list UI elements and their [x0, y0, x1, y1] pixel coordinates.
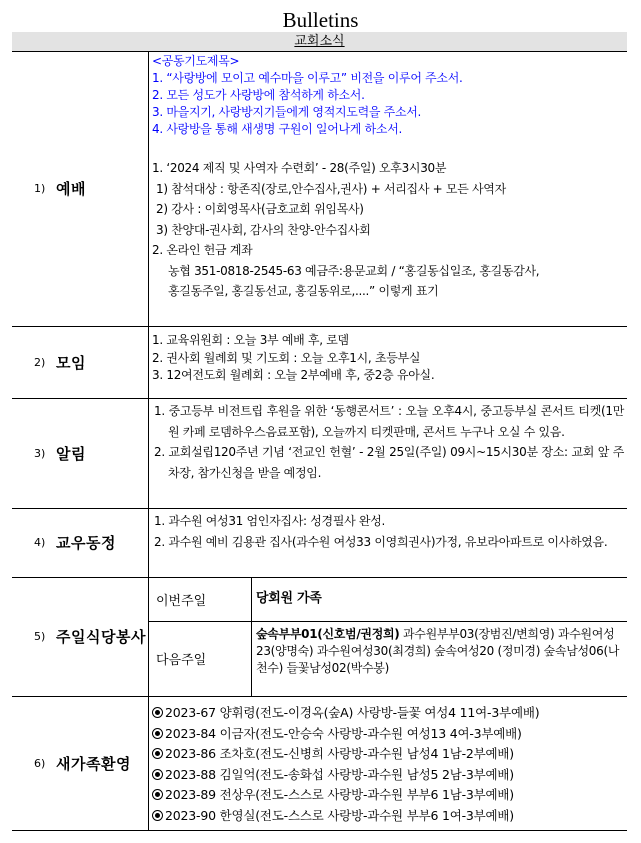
next-week-lead-team: 숲속부부01(신호범/권정희) [256, 627, 400, 641]
section-title: 예배 [56, 180, 86, 198]
new-family-text: 2023-84 이금자(전도-안승숙 사랑방-과수원 여성13 4여-3부예배) [165, 725, 522, 741]
new-family-text: 2023-86 조차호(전도-신병희 사랑방-과수원 남성4 1남-2부예배) [165, 746, 514, 761]
section-label-member-news [12, 508, 148, 577]
next-week-label: 다음주일 [156, 653, 207, 668]
new-family-text: 2023-67 양휘령(전도-이경옥(숲A) 사랑방-들꽃 여성4 11여-3부예배) [165, 705, 540, 720]
meeting-item: 3. 12여전도회 월례회 : 오늘 2부예배 후, 중2층 유아실. [152, 368, 435, 382]
section-number: 3) [34, 446, 46, 460]
new-family-item [152, 703, 624, 724]
bullet-radio-icon [152, 707, 163, 718]
prayer-item: 2. 모든 성도가 사랑방에 참석하게 하소서. [152, 88, 365, 102]
prayer-item: 4. 사랑방을 통해 새생명 구원이 일어나게 하소서. [152, 122, 403, 136]
meeting-item: 1. 교육위원회 : 오늘 3부 예배 후, 로뎀 [152, 333, 349, 347]
bullet-radio-icon [152, 789, 163, 800]
section-label-kitchen-service [12, 577, 148, 696]
new-family-text: 2023-88 김일억(전도-송화섭 사랑방-과수원 남성5 2남-3부예배) [165, 766, 514, 782]
new-family-item [152, 785, 624, 806]
bank-account: 농협 351-0818-2545-63 예금주:용문교회 / “홍길동십일조, 홍길동감사, [168, 263, 540, 278]
announcement-item: 1. 중고등부 비전트립 후원을 위한 ‘동행콘서트’ : 오늘 오후4시, 중고등부실 콘서트 티켓(1만원 카페 로뎀하우스음료포함), 오늘까지 티켓판매, 콘서트 누구나 오실 수 있음. [154, 404, 624, 439]
section-label-new-family [12, 696, 148, 830]
new-family-text: 2023-90 한영실(전도-스스로 사랑방-과수원 부부6 1여-3부예배) [165, 807, 514, 823]
section-content-announcements [152, 401, 624, 483]
bullet-radio-icon [152, 748, 163, 759]
bank-account-note: 홍길동주일, 홍길동선교, 홍길동위로,....” 이렇게 표기 [168, 284, 439, 298]
this-week-value: 당회원 가족 [256, 591, 322, 606]
section-label-worship [12, 51, 148, 326]
section-number: 4) [34, 536, 46, 549]
prayer-item: 1. “사랑방에 모이고 예수마을 이루고” 비전을 이루어 주소서. [152, 71, 463, 85]
member-news-item: 1. 과수원 여성31 엄인자집사: 성경필사 완성. [154, 514, 386, 528]
prayer-title: <공동기도제목> [152, 54, 240, 68]
bullet-radio-icon [152, 769, 163, 780]
new-family-item [152, 806, 624, 827]
section-title: 교우동정 [56, 534, 116, 552]
section-label-announcements [12, 398, 148, 508]
new-family-item [152, 765, 624, 786]
section-number: 6) [34, 756, 46, 770]
this-week-label: 이번주일 [156, 593, 207, 609]
worship-item: 1) 참석대상 : 항존직(장로,안수집사,권사) + 서리집사 + 모든 사역자 [156, 181, 506, 196]
worship-item: 3) 찬양대-권사회, 감사의 찬양-안수집사회 [156, 222, 371, 237]
new-family-item [152, 724, 624, 745]
announcement-item: 2. 교회설립120주년 기념 ‘전교인 헌혈’ - 2월 25일(주일) 09시~15시30분 장소: 교회 앞 주차장, 참가신청을 받을 예정임. [154, 445, 624, 480]
new-family-item [152, 744, 624, 765]
column-divider [148, 51, 149, 830]
next-week-value [256, 626, 626, 677]
bullet-radio-icon [152, 728, 163, 739]
section-number: 5) [34, 630, 46, 643]
section-title: 새가족환영 [56, 754, 131, 773]
new-family-text: 2023-89 전상우(전도-스스로 사랑방-과수원 부부6 1남-3부예배) [165, 787, 514, 802]
section-content-worship [152, 53, 624, 302]
section-content-meetings [152, 332, 624, 385]
section-number: 2) [34, 355, 46, 369]
section-title: 주일식당봉사 [56, 628, 146, 646]
section-title: 알림 [56, 444, 86, 463]
section-content-new-family [152, 703, 624, 826]
section-label-meetings [12, 326, 148, 398]
prayer-item: 3. 마을지기, 사랑방지기들에게 영적지도력을 주소서. [152, 105, 422, 119]
worship-item: 2) 강사 : 이회영목사(금호교회 위임목사) [156, 202, 364, 216]
worship-item: 2. 온라인 헌금 계좌 [152, 243, 253, 257]
bulletin-subtitle: 교회소식 [12, 32, 627, 52]
table-bottom [12, 830, 627, 831]
member-news-item: 2. 과수원 예비 김용관 집사(과수원 여성33 이영희권사)가정, 유보라아파트로 이사하였음. [154, 534, 608, 549]
section-content-member-news [152, 511, 624, 552]
section-number: 1) [34, 182, 46, 195]
bullet-radio-icon [152, 810, 163, 821]
worship-item: 1. ‘2024 제직 및 사역자 수련회’ - 28(주일) 오후3시30분 [152, 161, 447, 175]
section-title: 모임 [56, 353, 86, 372]
meeting-item: 2. 권사회 월례회 및 기도회 : 오늘 오후1시, 초등부실 [152, 350, 421, 365]
bulletin-title: Bulletins [282, 8, 359, 32]
next-week-teams: 과수원부부03(장범진/변희영) 과수원여성23(양명숙) 과수원여성30(최경희) 숲속여성20 (정미경) 숲속남성06(나천수) 들꽃남성02(박수봉) [256, 627, 620, 675]
